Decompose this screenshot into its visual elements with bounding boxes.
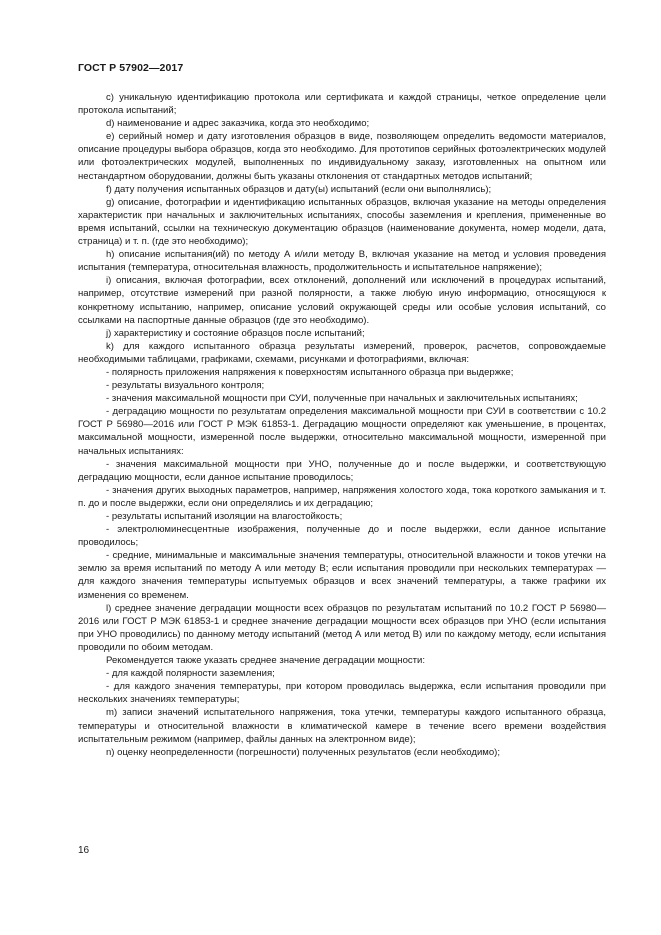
document-body — [78, 91, 606, 759]
paragraph-h: h) описание испытания(ий) по методу А и/или методу В, включая указание на метод и условия проведения испытания (температура, относительная влажность, продолжительность и испытательное напряжение); — [78, 249, 606, 274]
paragraph-c: c) уникальную идентификацию протокола или сертификата и каждой страницы, четкое определение цели протокола испытаний; — [78, 92, 606, 117]
list-item: - средние, минимальные и максимальные значения температуры, относительной влажности и токов утечки на землю за время испытаний по методу А или методу В; если испытания проводили при нескольких температурах — для каждого значения температуры испытуемых образцов и всех значений температуры, а также графики их изменения со временем. — [78, 550, 606, 601]
standard-header: ГОСТ Р 57902—2017 — [78, 62, 184, 74]
list-item: - для каждого значения температуры, при котором проводилась выдержка, если испытания проводили при нескольких значениях температуры; — [78, 681, 606, 706]
paragraph-f: f) дату получения испытанных образцов и дату(ы) испытаний (если они выполнялись); — [106, 183, 492, 195]
paragraph-g: g) описание, фотографии и идентификацию испытанных образцов, включая указание на методы определения характеристик при начальных и заключительных испытаниях, способы заземления и крепления, примененные во время испытаний, ссылки на техническую документацию образцов (наименование документа, номер модели, дата, страница) и т. п. (где это необходимо); — [78, 196, 606, 248]
list-item: - значения максимальной мощности при СУИ, полученные при начальных и заключительных испытаниях; — [106, 393, 578, 405]
list-item: - результаты испытаний изоляции на влагостойкость; — [106, 511, 343, 522]
page-number: 16 — [78, 845, 90, 856]
list-item: - результаты визуального контроля; — [106, 380, 265, 392]
paragraph-m: m) записи значений испытательного напряжения, тока утечки, температуры каждого испытанного образца, температуры и относительной влажности в климатической камере в течение всего времени воздействия испытательным режимом (например, файлы данных на электронном виде); — [78, 707, 606, 745]
list-item: - значения других выходных параметров, например, напряжения холостого хода, тока короткого замыкания и т. п. до и после выдержки, если они определялись и их деградацию; — [78, 484, 606, 509]
paragraph-l: l) среднее значение деградации мощности всех образцов по результатам испытаний по 10.2 ГОСТ Р 56980—2016 или ГОСТ Р МЭК 61853-1 и среднее значение деградации мощности всех образцов при УНО (если испытания при УНО проводились) по данному методу испытаний (метод А или метод В) или по каждому методу, если испытания проводили по обоим методам. — [78, 602, 606, 653]
list-item: - электролюминесцентные изображения, полученные до и после выдержки, если данное испытание проводилось; — [78, 524, 606, 549]
list-item: - значения максимальной мощности при УНО, полученные до и после выдержки, и соответствующую деградацию мощности, если данное испытание проводилось; — [78, 458, 606, 483]
list-item: - деградацию мощности по результатам определения максимальной мощности при СУИ в соответствии с 10.2 ГОСТ Р 56980—2016 или ГОСТ Р МЭК 61853-1. Деградацию мощности определяют как уменьшение, в процентах, максимальной мощности, измеренной после выдержки, относительно максимальной мощности, измеренной при начальных испытаниях: — [78, 406, 606, 457]
paragraph-d: d) наименование и адрес заказчика, когда это необходимо; — [106, 118, 370, 130]
paragraph-j: j) характеристику и состояние образцов после испытаний; — [106, 327, 365, 339]
paragraph-n: n) оценку неопределенности (погрешности) полученных результатов (если необходимо); — [106, 746, 500, 758]
paragraph-e: e) серийный номер и дату изготовления образцов в виде, позволяющем определить ведомости материалов, описание процедуры выбора образцов, когда это необходимо. Для прототипов серийных фотоэлектрических модулей или фотоэлектрических модулей, выполненных по индивидуальному заказу, изготовленных на опытном или нестандартном оборудовании, должны быть указаны отклонения от стандартных методов испытаний; — [78, 131, 606, 182]
paragraph-k: k) для каждого испытанного образца результаты измерений, проверок, расчетов, сопровождаемые необходимыми таблицами, графиками, схемами, рисунками и фотографиями, включая: — [78, 340, 606, 365]
paragraph-i: i) описания, включая фотографии, всех отклонений, дополнений или исключений в процедурах испытаний, например, отсутствие измерений при разной полярности, а также любую иную информацию, относящуюся к конкретному испытанию, например, описание условий окружающей среды или особые условия испытаний, со ссылками на паспортные данные образцов (где это необходимо). — [78, 275, 606, 326]
recommendation-paragraph: Рекомендуется также указать среднее значение деградации мощности: — [106, 655, 426, 667]
list-item: - полярность приложения напряжения к поверхностям испытанного образца при выдержке; — [106, 366, 514, 378]
list-item: - для каждой полярности заземления; — [106, 668, 275, 680]
